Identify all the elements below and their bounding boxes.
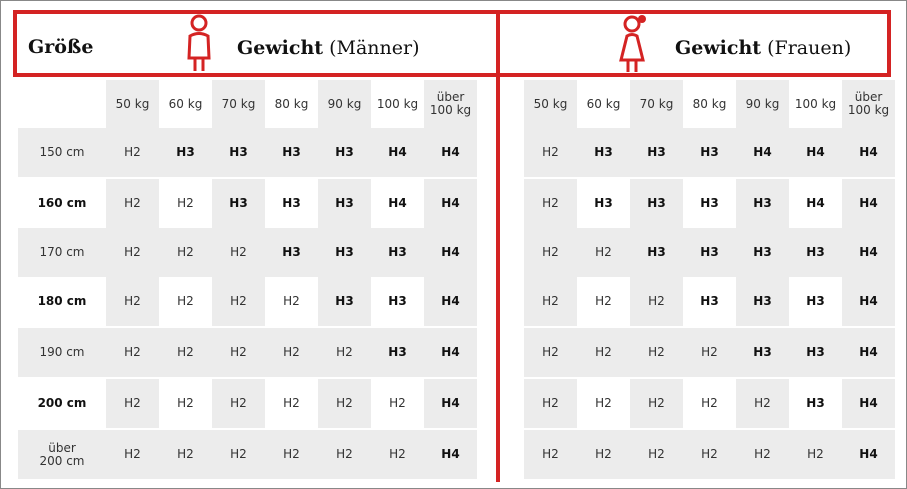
women-column-header: 80 kg [692,96,727,111]
men-cell: H3 [371,228,424,277]
men-cell: H2 [318,430,371,479]
women-cell: H3 [806,396,825,410]
women-cell: H3 [736,328,789,377]
women-cell: H3 [736,277,789,326]
women-column-header: über 100 kg [842,80,895,128]
men-cell: H4 [424,179,477,228]
row-label: 160 cm [37,196,87,210]
women-cell: H3 [683,228,736,277]
men-cell: H2 [212,328,265,377]
women-cell: H4 [806,196,825,210]
women-cell: H3 [700,196,719,210]
men-cell: H2 [106,430,159,479]
men-cell: H3 [265,128,318,177]
women-column-header: 70 kg [630,80,683,128]
women-cell: H2 [630,379,683,428]
men-cell: H2 [265,328,318,377]
men-cell: H2 [159,228,212,277]
men-cell: H3 [371,328,424,377]
women-cell: H2 [683,430,736,479]
men-column-header: 60 kg [168,96,203,111]
men-cell: H2 [106,277,159,326]
men-cell: H2 [283,294,300,308]
men-cell: H3 [212,179,265,228]
women-cell: H3 [789,228,842,277]
women-cell: H2 [630,430,683,479]
men-cell: H2 [318,328,371,377]
row-label: 200 cm [37,396,87,410]
men-cell: H3 [318,228,371,277]
women-cell: H2 [524,228,577,277]
women-cell: H3 [683,128,736,177]
men-weight-heading: Gewicht (Männer) [237,37,420,59]
women-cell: H3 [630,128,683,177]
men-cell: H2 [159,328,212,377]
row-label: 190 cm [18,328,106,377]
women-cell: H2 [630,328,683,377]
women-cell: H2 [524,379,577,428]
men-cell: H2 [106,179,159,228]
men-cell: H3 [212,128,265,177]
men-cell: H4 [424,277,477,326]
women-cell: H4 [842,128,895,177]
men-cell: H2 [283,396,300,410]
men-cell: H3 [388,294,407,308]
women-cell: H3 [577,128,630,177]
women-cell: H2 [524,277,577,326]
women-cell: H2 [524,430,577,479]
row-label: 150 cm [18,128,106,177]
women-cell: H2 [595,396,612,410]
women-cell: H2 [736,430,789,479]
women-cell: H2 [630,277,683,326]
men-cell: H2 [265,430,318,479]
men-cell: H2 [371,430,424,479]
women-cell: H4 [842,430,895,479]
men-cell: H4 [424,228,477,277]
men-cell: H2 [159,430,212,479]
size-heading: Größe [28,36,94,58]
women-cell: H2 [524,179,577,228]
women-cell: H4 [842,228,895,277]
women-cell: H4 [842,179,895,228]
woman-icon [618,14,650,76]
men-cell: H2 [177,294,194,308]
women-cell: H2 [577,430,630,479]
men-cell: H4 [424,430,477,479]
women-weight-heading: Gewicht (Frauen) [675,37,852,59]
men-column-header: 50 kg [106,80,159,128]
men-column-header: 90 kg [318,80,371,128]
men-cell: H4 [371,128,424,177]
men-cell: H2 [389,396,406,410]
men-cell: H4 [424,328,477,377]
women-cell: H4 [736,128,789,177]
men-cell: H2 [106,228,159,277]
men-cell: H3 [282,196,301,210]
women-cell: H2 [736,379,789,428]
men-cell: H2 [106,128,159,177]
men-cell: H2 [212,228,265,277]
women-cell: H3 [789,328,842,377]
men-cell: H3 [318,128,371,177]
women-cell: H3 [630,228,683,277]
men-cell: H4 [424,128,477,177]
men-column-header: 80 kg [274,96,309,111]
women-cell: H2 [524,328,577,377]
row-label: 170 cm [18,228,106,277]
men-column-header: 100 kg [376,96,419,111]
women-cell: H3 [736,228,789,277]
men-cell: H2 [212,430,265,479]
men-cell: H3 [265,228,318,277]
women-cell: H4 [842,328,895,377]
men-cell: H2 [106,379,159,428]
row-label: 180 cm [37,294,87,308]
women-cell: H2 [577,228,630,277]
women-column-header: 90 kg [736,80,789,128]
men-cell: H4 [388,196,407,210]
women-cell: H2 [577,328,630,377]
women-column-header: 50 kg [524,80,577,128]
men-cell: H2 [177,396,194,410]
women-cell: H3 [594,196,613,210]
women-column-header: 100 kg [794,96,837,111]
men-cell: H2 [106,328,159,377]
women-cell: H3 [736,179,789,228]
men-cell: H2 [212,379,265,428]
women-cell: H2 [524,128,577,177]
men-cell: H3 [318,277,371,326]
women-cell: H3 [700,294,719,308]
row-label: über 200 cm [18,430,106,479]
man-icon [184,14,214,74]
men-cell: H2 [318,379,371,428]
women-cell: H4 [842,379,895,428]
women-cell: H2 [595,294,612,308]
men-cell: H4 [424,379,477,428]
center-divider [496,77,500,482]
men-column-header: über 100 kg [424,80,477,128]
men-cell: H2 [177,196,194,210]
women-cell: H3 [630,179,683,228]
men-cell: H2 [212,277,265,326]
women-cell: H2 [683,328,736,377]
men-column-header: 70 kg [212,80,265,128]
men-cell: H3 [159,128,212,177]
women-column-header: 60 kg [586,96,621,111]
women-cell: H4 [789,128,842,177]
women-cell: H2 [789,430,842,479]
women-cell: H2 [701,396,718,410]
women-cell: H4 [842,277,895,326]
women-cell: H3 [806,294,825,308]
men-cell: H3 [318,179,371,228]
